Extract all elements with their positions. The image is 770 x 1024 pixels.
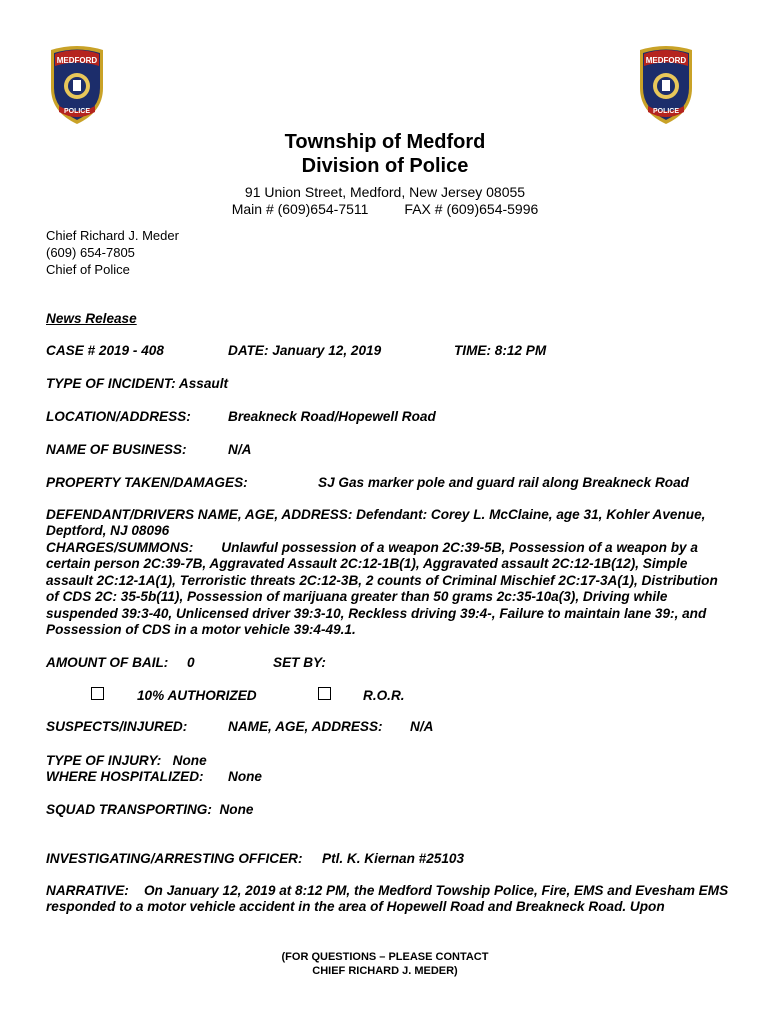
squad-label: SQUAD TRANSPORTING: [46,802,212,817]
location-label: LOCATION/ADDRESS: [46,409,191,424]
suspects-name-label: NAME, AGE, ADDRESS: [228,719,383,734]
charges-value: Unlawful possession of a weapon 2C:39-5B, Possession of a weapon by a certain person 2C:39-7B, Aggravated Assault 2C:12-1B(1), Aggravated assault 2C:12-1B(12), Simple assault 2C:12-1A(1), Terroristic threats 2C:12-3B, 2 counts of Criminal Mischief 2C:17-3A(1), Distribution of CDS 2C: 35-5b(11), Possession of marijuana greater than 50 grams 2c:35-10a(3), Driving while suspended 39:3-40, Unlicensed driver 39:3-10, Reckless driving 39:4-, Failure to maintain lane 39:, and Possession of CDS in a motor vehicle 39:4-49.1. [46,540,718,638]
ror-label: R.O.R. [363,688,405,703]
property-label: PROPERTY TAKEN/DAMAGES: [46,475,248,490]
authorized-checkbox[interactable] [91,687,104,700]
news-release-heading: News Release [46,311,137,326]
business-value: N/A [228,442,252,457]
letterhead [0,130,770,218]
authorized-label: 10% AUTHORIZED [137,688,257,703]
location-value: Breakneck Road/Hopewell Road [228,409,436,424]
chief-name: Chief Richard J. Meder [46,228,179,243]
narrative-block [46,883,730,916]
narrative-value: On January 12, 2019 at 8:12 PM, the Medford Towship Police, Fire, EMS and Evesham EMS responded to a motor vehicle accident in the area of Hopewell Road and Breakneck Road. Upon [46,883,729,915]
footer-line-2: CHIEF RICHARD J. MEDER) [312,965,458,977]
svg-text:MEDFORD: MEDFORD [56,56,98,65]
phone-line [0,201,770,218]
squad-value: None [219,802,254,817]
bail-value: 0 [187,655,195,670]
narrative-label: NARRATIVE: [46,883,129,898]
org-name: Township of Medford [284,131,486,153]
set-by-label: SET BY: [273,655,326,670]
police-badge-left-icon [45,44,109,126]
address: 91 Union Street, Medford, New Jersey 08055 [244,184,526,200]
business-label: NAME OF BUSINESS: [46,442,187,457]
svg-text:POLICE: POLICE [652,108,680,115]
property-value: SJ Gas marker pole and guard rail along Breakneck Road [318,475,689,490]
chief-title: Chief of Police [46,262,130,277]
injury-value: None [172,753,207,768]
chief-contact [46,227,179,278]
chief-phone: (609) 654-7805 [46,245,135,260]
charges-block [46,540,730,638]
release-time: TIME: 8:12 PM [454,343,547,358]
svg-text:MEDFORD: MEDFORD [645,56,687,65]
bail-label: AMOUNT OF BAIL: [46,655,169,670]
officer-label: INVESTIGATING/ARRESTING OFFICER: [46,851,303,866]
ror-checkbox[interactable] [318,687,331,700]
squad-line [46,801,253,818]
division-name: Division of Police [301,155,469,177]
release-date: DATE: January 12, 2019 [228,343,382,358]
footer-line-1: (FOR QUESTIONS – PLEASE CONTACT [281,951,489,963]
main-phone: Main # (609)654-7511 [231,201,369,217]
defendant-info: DEFENDANT/DRIVERS NAME, AGE, ADDRESS: Defendant: Corey L. McClaine, age 31, Kohler Avenue, Deptford, NJ 08096 [46,507,706,539]
officer-value: Ptl. K. Kiernan #25103 [322,851,465,866]
case-number: CASE # 2019 - 408 [46,343,164,358]
charges-label: CHARGES/SUMMONS: [46,540,194,555]
incident-type: TYPE OF INCIDENT: Assault [46,376,229,391]
police-badge-right-icon [634,44,698,126]
footer-contact [0,950,770,978]
fax-number: FAX # (609)654-5996 [404,201,539,217]
injury-line [46,752,207,769]
injury-label: TYPE OF INJURY: [46,753,162,768]
hospital-value: None [228,769,262,784]
svg-text:POLICE: POLICE [63,108,91,115]
suspects-value: N/A [410,719,434,734]
suspects-label: SUSPECTS/INJURED: [46,719,188,734]
hospital-label: WHERE HOSPITALIZED: [46,769,204,784]
